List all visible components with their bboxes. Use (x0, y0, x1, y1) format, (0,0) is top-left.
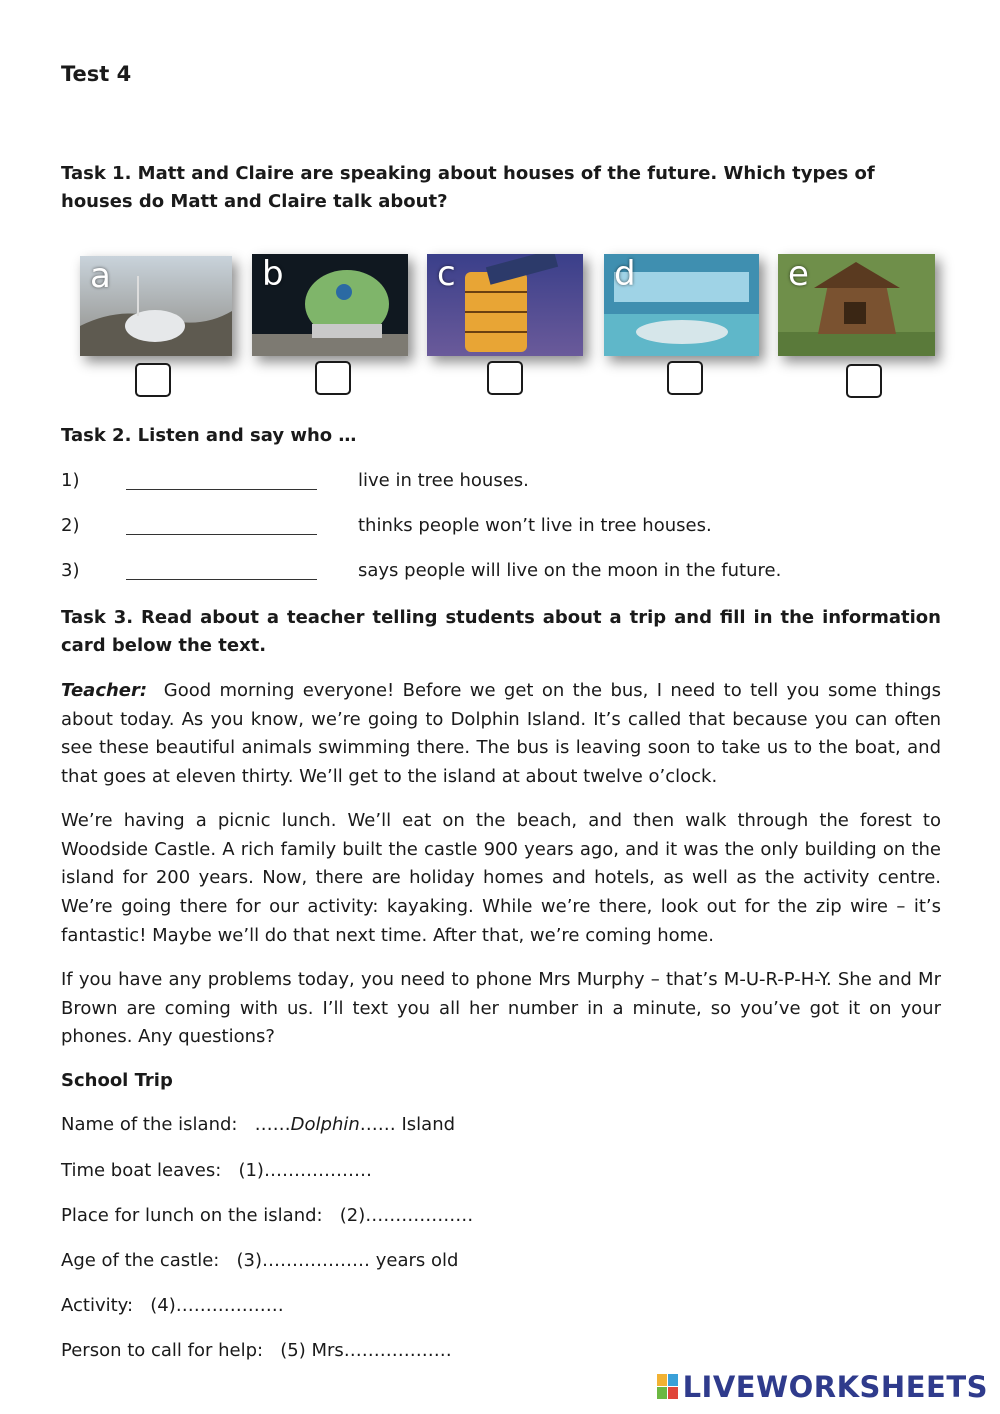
picture-a (80, 256, 232, 356)
card-row-island (61, 1114, 455, 1135)
answer-blank-3[interactable] (126, 578, 317, 580)
task3-heading: Task 3. Read about a teacher telling students about a trip and fill in the information card below the text. (61, 607, 941, 656)
card-row-1[interactable]: Time boat leaves: (1)……………… (61, 1160, 372, 1181)
picture-letter: a (90, 256, 111, 296)
checkbox-b[interactable] (315, 361, 351, 395)
answer-blank-1[interactable] (126, 488, 317, 490)
checkbox-e[interactable] (846, 364, 882, 398)
paragraph-text: Good morning everyone! Before we get on the bus, I need to tell you some things about today. As you know, we’re going to Dolphin Island. It’s called that because you can often see these beautiful animals swimming there. The bus is leaving soon to take us to the boat, and that goes at eleven thirty. We’ll get to the island at about twelve o’clock. (61, 680, 941, 788)
text-paragraph-1 (61, 677, 941, 792)
text-paragraph-2: We’re having a picnic lunch. We’ll eat on the beach, and then walk through the forest to Woodside Castle. A rich family built the castle 900 years ago, and it was the only building on the island for 200 years. Now, there are holiday homes and hotels, as well as the activity centre. We’re going there for our activity: kayaking. While we’re there, look out for the zip wire – it’s fantastic! Maybe we’ll do that next time. After that, we’re coming home. (61, 810, 941, 946)
card-row-4[interactable]: Activity: (4)……………… (61, 1295, 284, 1316)
card-label: Name of the island: (61, 1114, 238, 1135)
checkbox-d[interactable] (667, 361, 703, 395)
picture-d (604, 254, 759, 356)
card-heading: School Trip (61, 1070, 173, 1091)
picture-letter: c (437, 254, 456, 294)
statement-text: says people will live on the moon in the future. (358, 560, 782, 581)
picture-letter: d (614, 254, 636, 294)
task2-heading: Task 2. Listen and say who … (61, 425, 357, 446)
card-suffix: …… Island (359, 1114, 456, 1135)
picture-letter: e (788, 254, 809, 294)
answer-blank-2[interactable] (126, 533, 317, 535)
checkbox-a[interactable] (135, 363, 171, 397)
speaker-label: Teacher: (61, 680, 148, 701)
item-number: 3) (61, 560, 80, 581)
page-title: Test 4 (61, 62, 132, 86)
picture-e (778, 254, 935, 356)
statement-text: thinks people won’t live in tree houses. (358, 515, 712, 536)
picture-b (252, 254, 408, 356)
picture-letter: b (262, 254, 284, 294)
text-paragraph-3: If you have any problems today, you need to phone Mrs Murphy – that’s M-U-R-P-H-Y. She and Mr Brown are coming with us. I’ll text you all her number in a minute, so you’ve got it on your phones. Any questions? (61, 969, 941, 1048)
card-row-5[interactable]: Person to call for help: (5) Mrs……………… (61, 1340, 452, 1361)
item-number: 2) (61, 515, 80, 536)
statement-text: live in tree houses. (358, 470, 529, 491)
example-answer: Dolphin (290, 1114, 360, 1135)
task1-heading: Task 1. Matt and Claire are speaking about houses of the future. Which types of houses do Matt and Claire talk about? (61, 163, 875, 212)
card-row-3[interactable]: Age of the castle: (3)……………… years old (61, 1250, 459, 1271)
checkbox-c[interactable] (487, 361, 523, 395)
liveworksheets-logo-icon (657, 1373, 679, 1399)
logo-text: LIVEWORKSHEETS (682, 1370, 988, 1404)
item-number: 1) (61, 470, 80, 491)
picture-c (427, 254, 583, 356)
card-row-2[interactable]: Place for lunch on the island: (2)……………… (61, 1205, 474, 1226)
dots: …… (254, 1114, 291, 1135)
liveworksheets-logo (657, 1370, 988, 1404)
